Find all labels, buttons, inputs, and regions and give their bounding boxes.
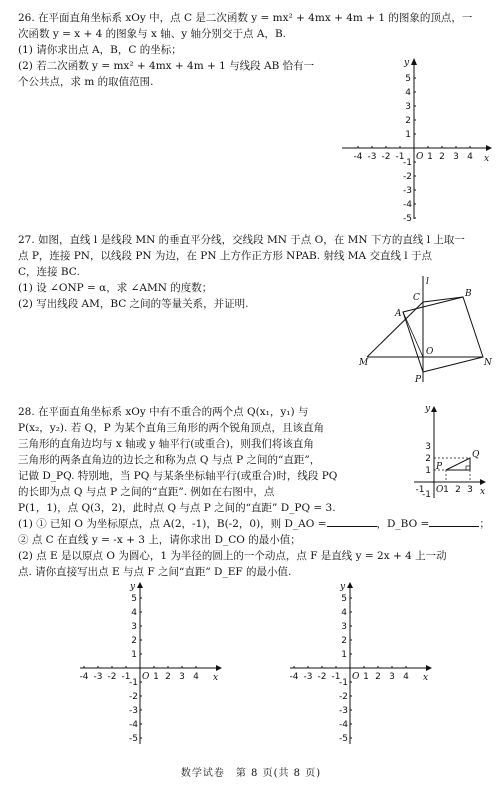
q28-line-1: 28. 在平面直角坐标系 xOy 中有不重合的两个点 Q(x₁，y₁) 与 — [18, 406, 309, 418]
q26-y-tick: -2 — [403, 172, 412, 182]
q26-y-tick: 1 — [405, 130, 411, 140]
grid-left-origin: O — [142, 672, 150, 682]
grid-left-x-tick: -2 — [107, 672, 117, 682]
q28-fig-y-tick: 1 — [425, 466, 431, 476]
q26-x-axis-label: x — [484, 154, 490, 164]
q26-x-tick: -1 — [395, 152, 405, 162]
q28-fig-x-tick: 1 — [443, 485, 449, 495]
q28-part2b: 点. 请你直接写出点 E 与点 F 之间“直距” D_EF 的最小值. — [18, 566, 292, 578]
grid-left-x-tick: 4 — [193, 672, 199, 682]
grid-right-x-tick: -1 — [331, 672, 341, 682]
grid-left-y-tick: 4 — [131, 608, 137, 618]
grid-right-x-tick: 1 — [363, 672, 369, 682]
q28-fig-y-label: y — [425, 404, 431, 414]
grid-right-x-tick: 3 — [389, 672, 395, 682]
grid-right-x-tick: 2 — [375, 672, 381, 682]
q27-line-3: C，连接 BC. — [18, 266, 80, 278]
grid-right-x-tick: 4 — [403, 672, 409, 682]
q26-x-tick: 4 — [467, 152, 473, 162]
answer-blank-dbo — [429, 516, 479, 527]
q27-label-O: O — [426, 347, 434, 357]
q26-x-tick: -3 — [367, 152, 377, 162]
q26-line-2: 次函数 y = x + 4 的图象与 x 轴、y 轴分别交于点 A，B. — [18, 28, 286, 40]
q27-label-M: M — [359, 358, 369, 368]
grid-right-x-tick: -2 — [317, 672, 327, 682]
grid-left-y-tick: 5 — [131, 594, 137, 604]
grid-left-y-label: y — [130, 582, 136, 592]
q28-answer-grid-right — [280, 580, 440, 752]
q26-line-4: (2) 若二次函数 y = mx² + 4mx + 4m + 1 与线段 AB 恰有一 — [18, 60, 315, 72]
grid-right-y-tick: -4 — [339, 720, 348, 730]
grid-left-y-tick: 2 — [131, 636, 137, 646]
q28-part1a-end: ； — [479, 518, 490, 530]
grid-left-x-tick: 1 — [153, 672, 159, 682]
grid-left-y-tick: -5 — [129, 734, 138, 744]
q28-part1a-mid: ，D_BO = — [376, 518, 430, 530]
q26-y-tick: 3 — [405, 102, 411, 112]
grid-right-y-tick: 2 — [341, 636, 347, 646]
q27-label-B: B — [465, 289, 472, 299]
q26-y-tick: -3 — [403, 186, 412, 196]
grid-left-x-tick: -4 — [79, 672, 89, 682]
q28-fig-x-tick: -1 — [415, 485, 425, 495]
q28-fig-x-tick: 3 — [467, 485, 473, 495]
q28-fig-y-tick: 3 — [425, 442, 431, 452]
q27-label-P: P — [415, 375, 422, 385]
grid-left-x-tick: 3 — [179, 672, 185, 682]
q27-line-4: (1) 设 ∠ONP = α，求 ∠AMN 的度数； — [18, 282, 213, 294]
q28-line-2: P(x₂，y₂). 若 Q，P 为某个直角三角形的两个锐角顶点，且该直角 — [18, 422, 325, 434]
q27-line-2: 点 P，连接 PN，以线段 PN 为边，在 PN 上方作正方形 NPAB. 射线 MA 交直线 l 于点 — [18, 250, 432, 262]
q27-label-C: C — [413, 293, 420, 303]
q28-fig-x-tick: 2 — [455, 485, 461, 495]
q26-y-axis-label: y — [404, 58, 410, 68]
grid-left-y-tick: 1 — [131, 650, 137, 660]
grid-left-x-tick: 2 — [165, 672, 171, 682]
q26-line-1: 26. 在平面直角坐标系 xOy 中，点 C 是二次函数 y = mx² + 4mx + 4m + 1 的图象的顶点，一 — [18, 12, 473, 24]
grid-left-y-tick: -3 — [129, 706, 138, 716]
grid-right-y-tick: 5 — [341, 594, 347, 604]
q28-part1a-pre: (1) ① 已知 O 为坐标原点，点 A(2，-1)，B(-2，0)，则 D_AO = — [18, 518, 327, 530]
grid-right-x-tick: -4 — [289, 672, 299, 682]
q26-coordinate-grid — [318, 55, 498, 227]
q28-answer-grid-left — [70, 580, 230, 752]
q26-y-tick: -4 — [403, 200, 412, 210]
q28-line-5: 记做 D_PQ. 特别地，当 PQ 与某条坐标轴平行(或重合)时，线段 PQ — [18, 470, 338, 482]
grid-right-origin: O — [352, 672, 360, 682]
grid-left-y-tick: 3 — [131, 622, 137, 632]
grid-left-x-tick: -1 — [121, 672, 131, 682]
grid-right-y-label: y — [340, 582, 346, 592]
grid-right-y-tick: -1 — [339, 678, 348, 688]
grid-right-y-tick: 3 — [341, 622, 347, 632]
q26-x-tick: 1 — [427, 152, 433, 162]
grid-right-y-tick: -3 — [339, 706, 348, 716]
grid-left-y-tick: -4 — [129, 720, 138, 730]
q28-line-4: 三角形的两条直角边的边长之和称为点 Q 与点 P 之间的“直距”， — [18, 454, 321, 466]
grid-left-y-tick: -1 — [129, 678, 138, 688]
q26-x-tick: -4 — [353, 152, 363, 162]
q28-part1b: ② 点 C 在直线 y = -x + 3 上，请你求出 D_CO 的最小值； — [18, 534, 301, 546]
q26-y-tick: -5 — [403, 214, 412, 224]
q27-label-A: A — [395, 309, 402, 319]
q27-label-l: l — [426, 277, 429, 287]
q28-line-6: 的长即为点 Q 与点 P 之间的“直距”. 例如在右图中，点 — [18, 486, 275, 498]
grid-left-x-tick: -3 — [93, 672, 103, 682]
q26-origin-label: O — [416, 152, 424, 162]
q28-line-7: P(1，1)，点 Q(3，2)，此时点 Q 与点 P 之间的“直距” D_PQ = 3. — [18, 502, 336, 514]
q28-fig-y-tick: -1 — [422, 490, 431, 500]
q26-y-tick: 5 — [405, 74, 411, 84]
q27-label-N: N — [484, 358, 492, 368]
q28-fig-Q-label: Q — [472, 450, 480, 460]
q26-x-tick: 2 — [439, 152, 445, 162]
q27-geometry-figure — [355, 272, 495, 387]
q27-line-5: (2) 写出线段 AM，BC 之间的等量关系，并证明. — [18, 298, 249, 310]
q28-fig-x-label: x — [480, 487, 486, 497]
q28-fig-y-tick: 2 — [425, 454, 431, 464]
grid-left-y-tick: -2 — [129, 692, 138, 702]
q28-line-3: 三角形的直角边均与 x 轴或 y 轴平行(或重合)，则我们将该直角 — [18, 438, 314, 450]
q26-x-tick: -2 — [381, 152, 391, 162]
q26-y-tick: 4 — [405, 88, 411, 98]
grid-right-y-tick: 1 — [341, 650, 347, 660]
grid-right-y-tick: 4 — [341, 608, 347, 618]
grid-right-x-label: x — [423, 673, 429, 683]
q28-part1a — [18, 516, 490, 532]
grid-right-y-tick: -5 — [339, 734, 348, 744]
q26-line-5: 个公共点，求 m 的取值范围. — [18, 76, 154, 88]
q26-y-tick: -1 — [403, 158, 412, 168]
grid-left-x-label: x — [213, 673, 219, 683]
q28-fig-P-label: P — [436, 462, 443, 472]
grid-right-x-tick: -3 — [303, 672, 313, 682]
q27-line-1: 27. 如图，直线 l 是线段 MN 的垂直平分线，交线段 MN 于点 O，在 MN 下方的直线 l 上取一 — [18, 234, 465, 246]
answer-blank-dao — [327, 516, 377, 527]
q28-example-figure — [400, 402, 490, 502]
q26-line-3: (1) 请你求出点 A，B，C 的坐标； — [18, 44, 182, 56]
page-footer: 数学试卷 第 8 页(共 8 页) — [180, 768, 322, 779]
q26-x-tick: 3 — [453, 152, 459, 162]
q28-part2a: (2) 点 E 是以原点 O 为圆心，1 为半径的圆上的一个动点，点 F 是直线 y = 2x + 4 上一动 — [18, 550, 447, 562]
grid-right-y-tick: -2 — [339, 692, 348, 702]
q26-y-tick: 2 — [405, 116, 411, 126]
q28-fig-origin-label: O — [436, 485, 444, 495]
